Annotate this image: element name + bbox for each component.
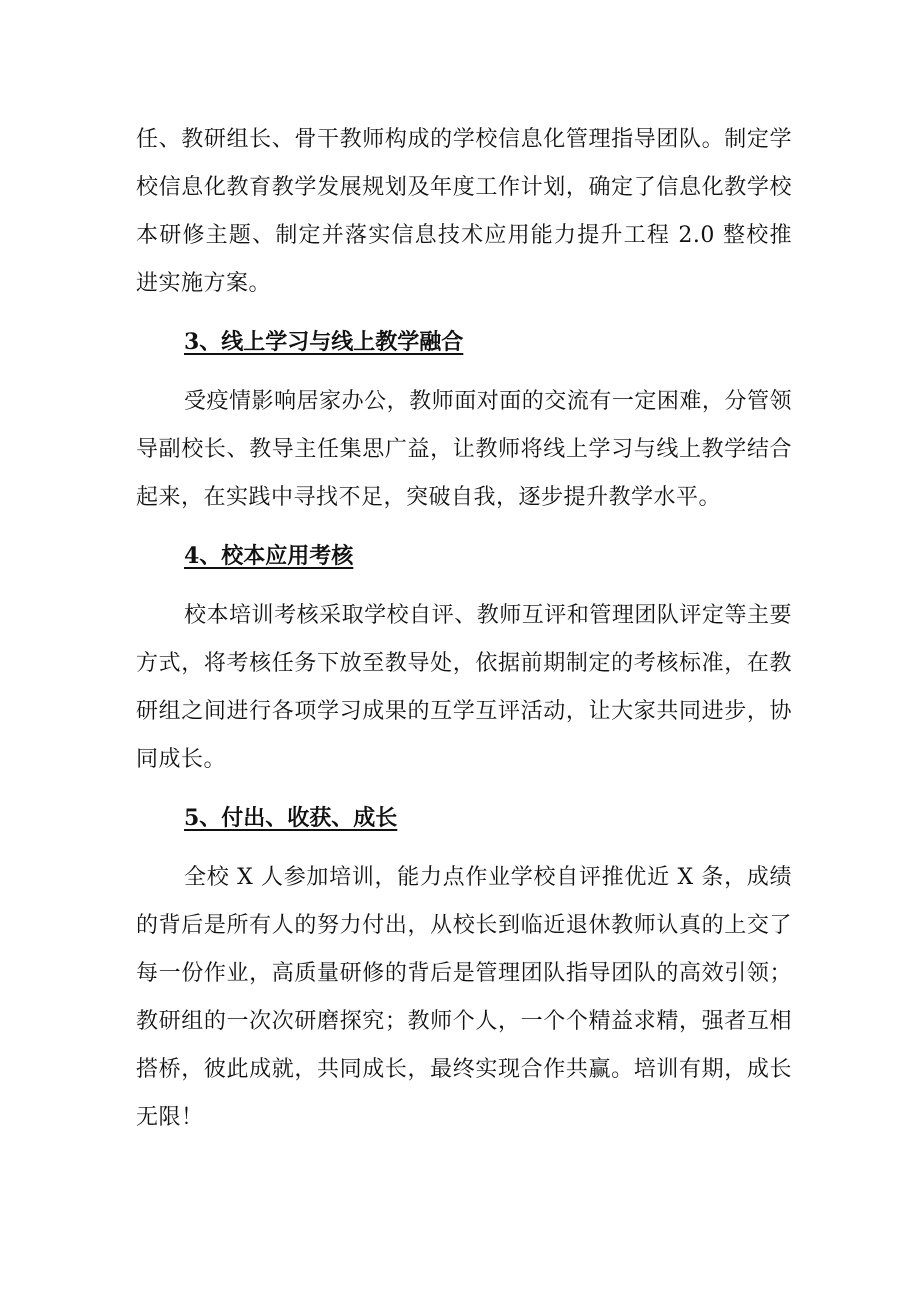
section-heading-5-text: 5、付出、收获、成长: [184, 805, 398, 831]
section-body-5: 全校 X 人参加培训，能力点作业学校自评推优近 X 条，成绩的背后是所有人的努力付出，从校长到临近退休教师认真的上交了每一份作业，高质量研修的背后是管理团队指导团队的高效引领；教研组的一次次研磨探究；教师个人，一个个精益求精，强者互相搭桥，彼此成就，共同成长，最终实现合作共赢。培训有期，成长无限！: [136, 865, 792, 1130]
section-heading-5: [136, 794, 792, 842]
section-heading-3: [136, 318, 792, 366]
section-heading-4-text: 4、校本应用考核: [184, 543, 354, 569]
section-body-4: 校本培训考核采取学校自评、教师互评和管理团队评定等主要方式，将考核任务下放至教导处，依据前期制定的考核标准，在教研组之间进行各项学习成果的互学互评活动，让大家共同进步，协同成长。: [136, 603, 792, 772]
section-heading-3-text: 3、线上学习与线上教学融合: [184, 329, 464, 355]
section-body-3: 受疫情影响居家办公，教师面对面的交流有一定困难，分管领导副校长、教导主任集思广益，让教师将线上学习与线上教学结合起来，在实践中寻找不足，突破自我，逐步提升教学水平。: [136, 389, 792, 510]
section-heading-4: [136, 532, 792, 580]
document-body: [136, 116, 792, 1142]
intro-paragraph: 任、教研组长、骨干教师构成的学校信息化管理指导团队。制定学校信息化教育教学发展规划及年度工作计划，确定了信息化教学校本研修主题、制定并落实信息技术应用能力提升工程 2.0 整校推进实施方案。: [136, 127, 792, 296]
